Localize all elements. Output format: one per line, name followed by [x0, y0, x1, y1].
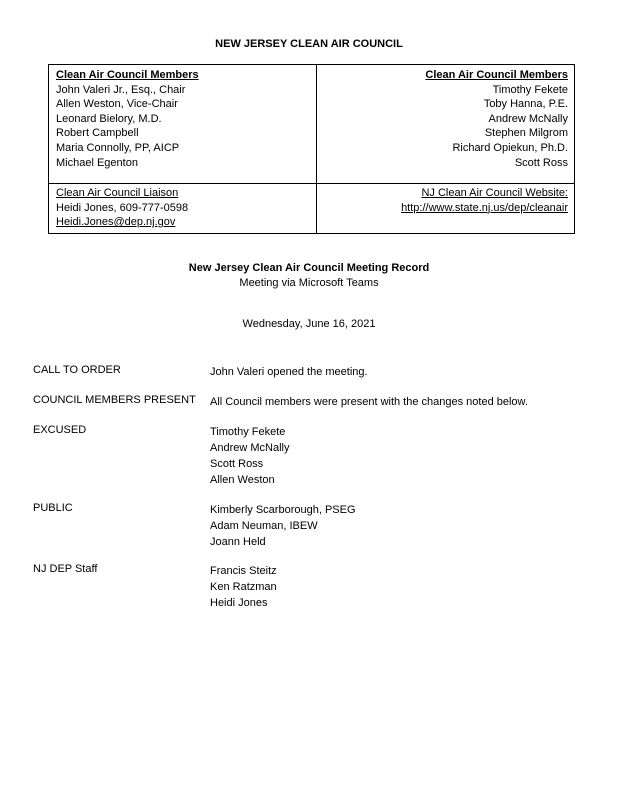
- section-values: [210, 394, 528, 410]
- section-value: All Council members were present with the changes noted below.: [210, 396, 528, 408]
- member-name: John Valeri Jr., Esq., Chair: [56, 83, 186, 96]
- member-name: Robert Campbell: [56, 127, 139, 140]
- record-subtitle: Meeting via Microsoft Teams: [239, 277, 379, 289]
- member-name: Scott Ross: [514, 156, 568, 169]
- members-heading-left: Clean Air Council Members: [56, 69, 199, 81]
- member-name: Toby Hanna, P.E.: [483, 98, 568, 111]
- section-value: Kimberly Scarborough, PSEG: [210, 504, 356, 516]
- section-value: Andrew McNally: [210, 442, 290, 454]
- section-label: CALL TO ORDER: [33, 364, 121, 376]
- page-title: NEW JERSEY CLEAN AIR COUNCIL: [215, 38, 403, 50]
- member-name: Michael Egenton: [56, 156, 138, 169]
- members-cell-left: [56, 68, 199, 170]
- website-cell: [401, 186, 568, 215]
- section-value: Timothy Fekete: [210, 426, 286, 438]
- member-name: Andrew McNally: [488, 112, 568, 125]
- member-name: Leonard Bielory, M.D.: [56, 112, 162, 125]
- section-value: Heidi Jones: [210, 597, 268, 609]
- member-name: Allen Weston, Vice-Chair: [56, 98, 178, 111]
- section-value: Joann Held: [210, 536, 266, 548]
- section-label: NJ DEP Staff: [33, 563, 98, 575]
- section-label: COUNCIL MEMBERS PRESENT: [33, 394, 196, 406]
- section-value: John Valeri opened the meeting.: [210, 366, 368, 378]
- website-link[interactable]: http://www.state.nj.us/dep/cleanair: [401, 201, 568, 214]
- section-value: Scott Ross: [210, 458, 264, 470]
- section-value: Allen Weston: [210, 474, 275, 486]
- website-heading: NJ Clean Air Council Website:: [421, 187, 568, 199]
- liaison-phone: Heidi Jones, 609-777-0598: [56, 201, 189, 214]
- member-name: Maria Connolly, PP, AICP: [56, 141, 180, 154]
- liaison-cell: [56, 186, 188, 230]
- section-value: Ken Ratzman: [210, 581, 277, 593]
- liaison-email-link[interactable]: Heidi.Jones@dep.nj.gov: [56, 216, 176, 229]
- section-value: Adam Neuman, IBEW: [210, 520, 318, 532]
- section-label: EXCUSED: [33, 424, 87, 436]
- members-cell-right: [425, 68, 568, 170]
- section-values: [210, 502, 356, 550]
- members-heading-right: Clean Air Council Members: [425, 69, 568, 81]
- section-values: [210, 563, 277, 611]
- member-name: Timothy Fekete: [492, 83, 568, 96]
- section-label: PUBLIC: [33, 502, 73, 514]
- member-name: Richard Opiekun, Ph.D.: [452, 141, 568, 154]
- section-values: [210, 364, 368, 380]
- section-value: Francis Steitz: [210, 565, 277, 577]
- liaison-heading: Clean Air Council Liaison: [56, 187, 179, 199]
- table-row-divider: [49, 183, 574, 184]
- meeting-date: Wednesday, June 16, 2021: [242, 318, 376, 330]
- section-values: [210, 424, 289, 488]
- record-title: New Jersey Clean Air Council Meeting Record: [188, 262, 430, 274]
- table-column-divider: [316, 65, 317, 233]
- council-members-table: [48, 64, 575, 234]
- member-name: Stephen Milgrom: [484, 127, 568, 140]
